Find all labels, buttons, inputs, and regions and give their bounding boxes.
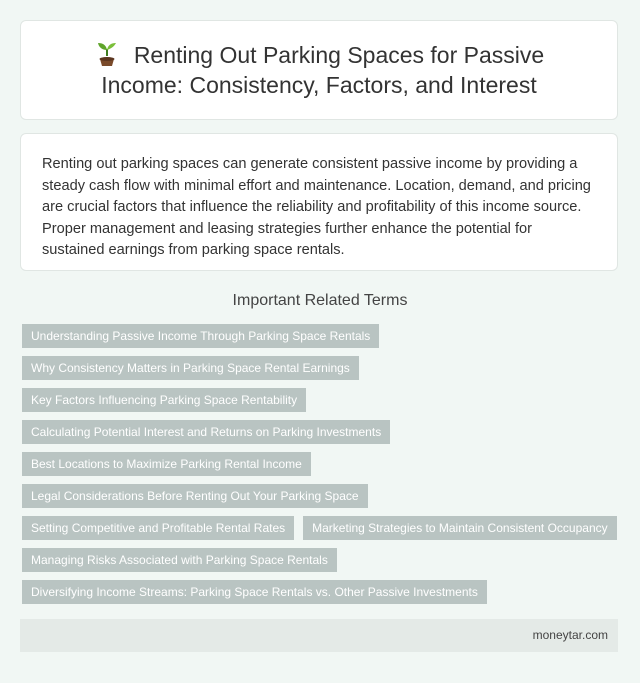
sprout-icon [94,41,120,67]
term-tag[interactable]: Legal Considerations Before Renting Out Your Parking Space [22,484,368,508]
term-tag[interactable]: Marketing Strategies to Maintain Consistent Occupancy [303,516,616,540]
term-row [22,580,622,604]
term-row [22,516,622,540]
related-terms-list [22,324,622,612]
term-tag[interactable]: Setting Competitive and Profitable Rental Rates [22,516,294,540]
footer-site-link[interactable]: moneytar.com [532,628,608,642]
summary-card [20,133,618,271]
term-row [22,452,622,476]
term-row [22,388,622,412]
related-terms-heading: Important Related Terms [232,292,408,309]
term-row [22,356,622,380]
term-tag[interactable]: Diversifying Income Streams: Parking Space Rentals vs. Other Passive Investments [22,580,487,604]
term-tag[interactable]: Calculating Potential Interest and Returns on Parking Investments [22,420,390,444]
summary-text: Renting out parking spaces can generate consistent passive income by providing a steady cash flow with minimal effort and maintenance. Location, demand, and pricing are crucial factors that influence the reliability and profitability of this income source. Proper management and leasing strategies further enhance the potential for sustained earnings from parking space rentals. [42,156,591,258]
term-row [22,484,622,508]
term-tag[interactable]: Understanding Passive Income Through Parking Space Rentals [22,324,379,348]
title-card [20,20,618,120]
page-title [21,40,617,100]
page-title-text: Renting Out Parking Spaces for Passive Income: Consistency, Factors, and Interest [101,42,545,98]
term-row [22,548,622,572]
footer [20,619,618,652]
term-row [22,324,622,348]
term-tag[interactable]: Key Factors Influencing Parking Space Rentability [22,388,306,412]
term-tag[interactable]: Managing Risks Associated with Parking Space Rentals [22,548,337,572]
term-row [22,420,622,444]
term-tag[interactable]: Best Locations to Maximize Parking Rental Income [22,452,311,476]
term-tag[interactable]: Why Consistency Matters in Parking Space Rental Earnings [22,356,359,380]
